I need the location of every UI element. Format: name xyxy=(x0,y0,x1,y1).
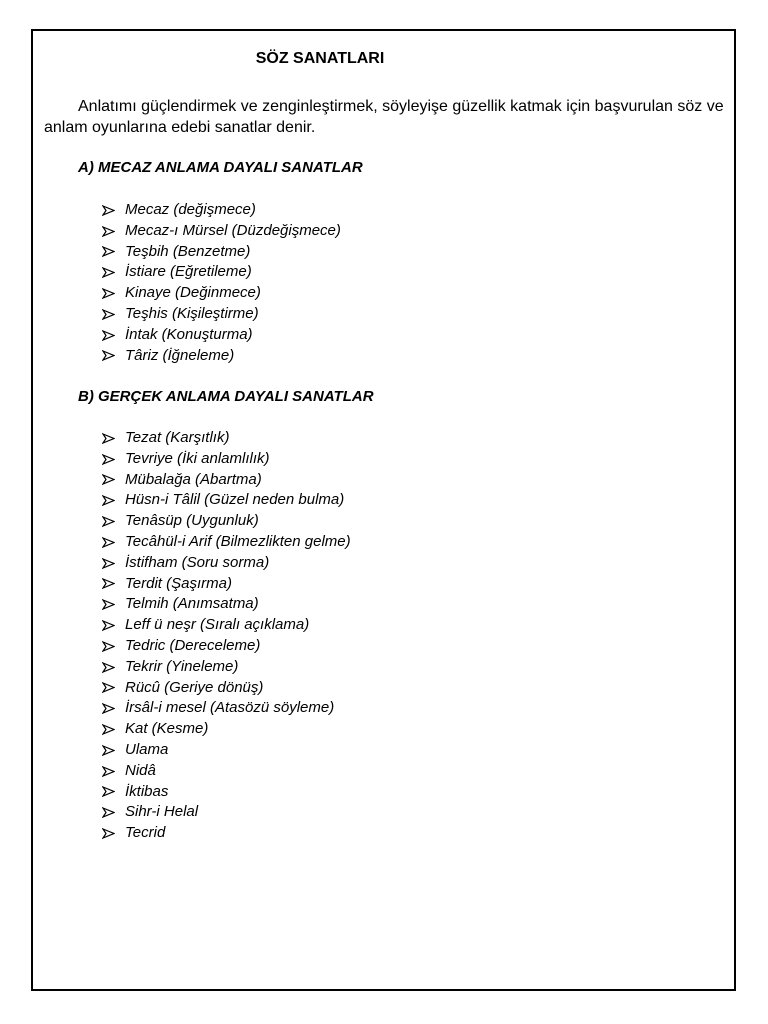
arrowhead-bullet-icon xyxy=(102,662,125,673)
list-item-label: Teşbih (Benzetme) xyxy=(125,242,251,260)
list-item-label: Rücû (Geriye dönüş) xyxy=(125,678,264,696)
list-item xyxy=(102,698,351,719)
list-item-label: Hüsn-i Tâlil (Güzel neden bulma) xyxy=(125,491,345,509)
list-item-label: Nidâ xyxy=(125,761,156,779)
list-item xyxy=(102,802,351,823)
list-item-label: Mübalağa (Abartma) xyxy=(125,470,262,488)
list-item xyxy=(102,490,351,511)
arrowhead-bullet-icon xyxy=(102,516,125,527)
list-item xyxy=(102,200,341,221)
list-item-label: Leff ü neşr (Sıralı açıklama) xyxy=(125,616,310,634)
list-item-label: İktibas xyxy=(125,782,169,800)
arrowhead-bullet-icon xyxy=(102,330,125,341)
arrowhead-bullet-icon xyxy=(102,246,125,257)
arrowhead-bullet-icon xyxy=(102,267,125,278)
list-item-label: Tekrir (Yineleme) xyxy=(125,657,239,675)
list-item xyxy=(102,740,351,761)
document-title: SÖZ SANATLARI xyxy=(255,50,385,67)
list-item-label: İntak (Konuşturma) xyxy=(125,325,253,343)
list-item-label: Mecaz-ı Mürsel (Düzdeğişmece) xyxy=(125,221,341,239)
arrowhead-bullet-icon xyxy=(102,558,125,569)
list-item-label: İstiare (Eğretileme) xyxy=(125,263,252,281)
list-item-label: Kat (Kesme) xyxy=(125,720,209,738)
arrowhead-bullet-icon xyxy=(102,537,125,548)
list-item xyxy=(102,636,351,657)
arrowhead-bullet-icon xyxy=(102,703,125,714)
arrowhead-bullet-icon xyxy=(102,578,125,589)
list-item-label: Tezat (Karşıtlık) xyxy=(125,429,230,446)
arrowhead-bullet-icon xyxy=(102,786,125,797)
list-item xyxy=(102,532,351,553)
arrowhead-bullet-icon xyxy=(102,828,125,839)
list-item xyxy=(102,574,351,595)
arrowhead-bullet-icon xyxy=(102,205,125,216)
list-item xyxy=(102,594,351,615)
list-item xyxy=(102,782,351,803)
list-item xyxy=(102,719,351,740)
list-item xyxy=(102,470,351,491)
arrowhead-bullet-icon xyxy=(102,724,125,735)
list-item xyxy=(102,657,351,678)
list-item xyxy=(102,823,351,844)
section-a-list xyxy=(102,200,341,366)
arrowhead-bullet-icon xyxy=(102,474,125,485)
list-item xyxy=(102,283,341,304)
list-item xyxy=(102,325,341,346)
arrowhead-bullet-icon xyxy=(102,226,125,237)
list-item-label: Târiz (İğneleme) xyxy=(125,346,235,364)
arrowhead-bullet-icon xyxy=(102,620,125,631)
list-item-label: Ulama xyxy=(125,740,169,758)
list-item-label: Telmih (Anımsatma) xyxy=(125,595,259,613)
arrowhead-bullet-icon xyxy=(102,745,125,756)
list-item xyxy=(102,346,341,367)
section-a-heading: A) MECAZ ANLAMA DAYALI SANATLAR xyxy=(78,159,363,176)
list-item xyxy=(102,221,341,242)
section-b-heading: B) GERÇEK ANLAMA DAYALI SANATLAR xyxy=(78,388,374,405)
list-item-label: İrsâl-i mesel (Atasözü söyleme) xyxy=(125,699,335,717)
arrowhead-bullet-icon xyxy=(102,766,125,777)
list-item-label: Tecâhül-i Arif (Bilmezlikten gelme) xyxy=(125,532,351,550)
arrowhead-bullet-icon xyxy=(102,599,125,610)
list-item-label: Tenâsüp (Uygunluk) xyxy=(125,512,259,530)
list-item xyxy=(102,678,351,699)
list-item xyxy=(102,615,351,636)
arrowhead-bullet-icon xyxy=(102,495,125,506)
list-item xyxy=(102,428,351,449)
list-item xyxy=(102,553,351,574)
list-item xyxy=(102,262,341,283)
list-item-label: Kinaye (Değinmece) xyxy=(125,284,261,302)
list-item xyxy=(102,511,351,532)
arrowhead-bullet-icon xyxy=(102,641,125,652)
list-item-label: Tevriye (İki anlamlılık) xyxy=(125,449,270,467)
list-item xyxy=(102,449,351,470)
arrowhead-bullet-icon xyxy=(102,682,125,693)
list-item xyxy=(102,761,351,782)
arrowhead-bullet-icon xyxy=(102,288,125,299)
list-item-label: Sihr-i Helal xyxy=(125,803,199,821)
section-b-list xyxy=(102,428,351,844)
list-item-label: Mecaz (değişmece) xyxy=(125,201,256,218)
list-item-label: İstifham (Soru sorma) xyxy=(125,553,270,571)
arrowhead-bullet-icon xyxy=(102,433,125,444)
arrowhead-bullet-icon xyxy=(102,454,125,465)
list-item-label: Tecrid xyxy=(125,824,166,842)
list-item xyxy=(102,304,341,325)
arrowhead-bullet-icon xyxy=(102,807,125,818)
arrowhead-bullet-icon xyxy=(102,309,125,320)
list-item-label: Terdit (Şaşırma) xyxy=(125,574,232,592)
list-item xyxy=(102,242,341,263)
list-item-label: Teşhis (Kişileştirme) xyxy=(125,304,259,322)
intro-paragraph: Anlatımı güçlendirmek ve zenginleştirmek, söyleyişe güzellik katmak için başvurulan söz ve anlam oyunlarına edebi sanatlar denir. xyxy=(44,98,724,136)
list-item-label: Tedric (Dereceleme) xyxy=(125,636,261,654)
arrowhead-bullet-icon xyxy=(102,350,125,361)
